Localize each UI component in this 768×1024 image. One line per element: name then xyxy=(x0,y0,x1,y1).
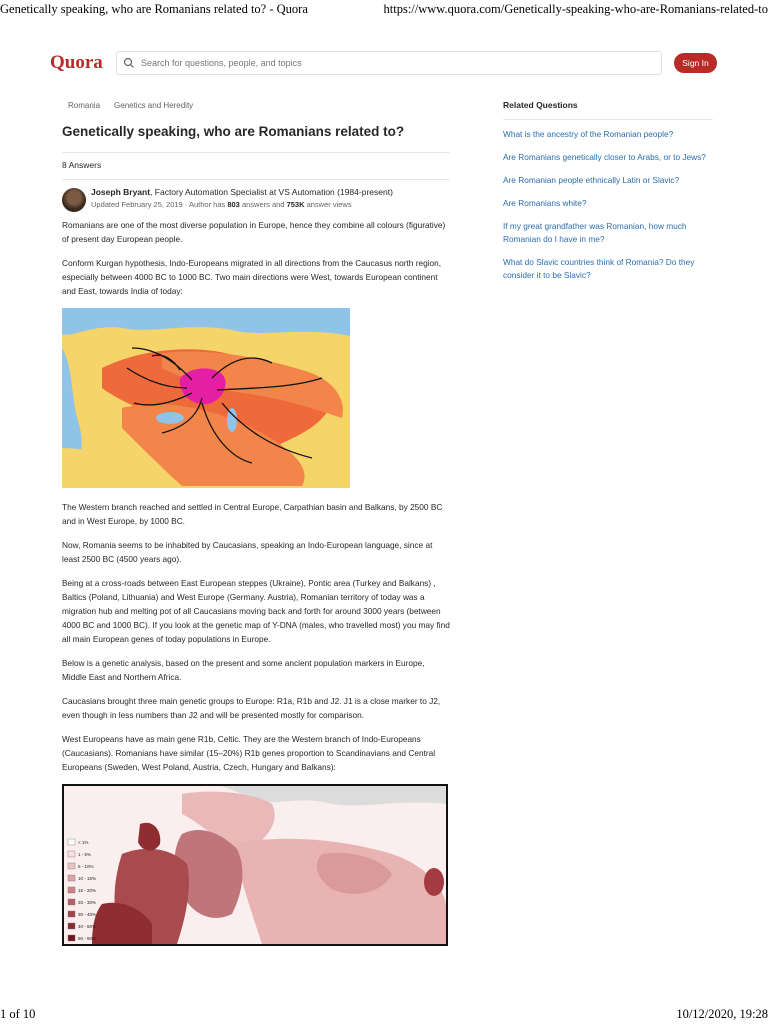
answer-paragraph: The Western branch reached and settled in Central Europe, Carpathian basin and Balkans, by 2500 BC and in West Europe, by 1000 BC. xyxy=(62,502,443,526)
related-question-link[interactable]: What do Slavic countries think of Romania? Do they consider it to be Slavic? xyxy=(503,257,695,280)
answer-paragraph: Caucasians brought three main genetic groups to Europe: R1a, R1b and J2. J1 is a close marker to J2, even though in less numbers than J2 and will be presented mostly for comparison. xyxy=(62,696,441,720)
top-bar xyxy=(0,44,768,84)
print-page-title: Genetically speaking, who are Romanians related to? - Quora xyxy=(0,2,308,16)
related-question-link[interactable]: Are Romanians white? xyxy=(503,198,587,208)
answer-meta-date: Updated February 25, 2019 · Author has xyxy=(91,200,228,209)
divider xyxy=(62,179,450,180)
related-question-link[interactable]: If my great grandfather was Romanian, how much Romanian do I have in me? xyxy=(503,221,687,244)
migration-map-image xyxy=(62,308,350,488)
answer-paragraph: West Europeans have as main gene R1b, Celtic. They are the Western branch of Indo-Europeans (Caucasians). Romanians have similar (15–20%) R1b genes proportion to Scandinavians and Central Europeans (Sweden, West Poland, Austria, Czech, Hungary and Balkans): xyxy=(62,734,436,772)
divider xyxy=(503,119,713,120)
divider xyxy=(62,152,450,153)
haplogroup-map-image xyxy=(62,784,448,946)
answer-meta xyxy=(91,200,352,209)
answer-paragraph: Romanians are one of the most diverse population in Europe, hence they combine all colours (figurative) of present day European people. xyxy=(62,220,446,244)
topic-tags xyxy=(62,96,450,117)
legend-label: 1 - 5% xyxy=(78,852,92,857)
related-question-link[interactable]: Are Romanians genetically closer to Arabs, or to Jews? xyxy=(503,152,706,162)
author-avatar[interactable] xyxy=(62,188,86,212)
related-question-link[interactable]: Are Romanian people ethnically Latin or Slavic? xyxy=(503,175,680,185)
sign-in-button[interactable]: Sign In xyxy=(674,53,717,73)
search-box[interactable] xyxy=(116,51,662,75)
legend-label: 15 - 20% xyxy=(78,888,97,893)
answer-views-value: 753K xyxy=(286,200,305,209)
print-page-url: https://www.quora.com/Genetically-speaking-who-are-Romanians-related-to xyxy=(383,2,768,16)
answer-meta-text: answer views xyxy=(304,200,352,209)
main-content xyxy=(62,96,450,946)
answer-paragraph: Being at a cross-roads between East European steppes (Ukraine), Pontic area (Turkey and Balkans) , Baltics (Poland, Lithuania) and West Europe (Germany. Austria), Romanian territory of today was a migration hub and melting pot of all Caucasians moving back and forth for around 3000 years (between 4000 BC and 1000 BC). If you look at the genetic map of Y-DNA (males, who travelled most) you may find all main European genes of today populations in Europe. xyxy=(62,578,450,644)
question-title[interactable]: Genetically speaking, who are Romanians related to? xyxy=(62,124,405,139)
print-footer xyxy=(0,1006,768,1024)
legend-label: 10 - 15% xyxy=(78,876,97,881)
related-question-link[interactable]: What is the ancestry of the Romanian people? xyxy=(503,129,674,139)
answer-paragraph: Below is a genetic analysis, based on the present and some ancient population markers in Europe, Middle East and Northern Africa. xyxy=(62,658,425,682)
print-datetime: 10/12/2020, 19:28 xyxy=(676,1007,768,1021)
topic-tag-genetics[interactable]: Genetics and Heredity xyxy=(114,101,194,110)
related-questions xyxy=(503,100,713,292)
author-name[interactable]: Joseph Bryant xyxy=(91,187,151,197)
topic-tag-romania[interactable]: Romania xyxy=(68,101,101,110)
legend-label: 40 - 50% xyxy=(78,924,97,929)
answers-count: 8 Answers xyxy=(62,160,102,170)
answer-author xyxy=(62,188,450,218)
search-icon xyxy=(123,57,135,69)
answer-paragraph: Now, Romania seems to be inhabited by Caucasians, speaking an Indo-European language, since at least 2500 BC (4500 years ago). xyxy=(62,540,433,564)
author-credential: , Factory Automation Specialist at VS Automation (1984-present) xyxy=(150,187,393,197)
print-header xyxy=(0,0,768,18)
legend-label: 30 - 40% xyxy=(78,912,97,917)
search-input[interactable] xyxy=(139,57,643,69)
quora-logo[interactable]: Quora xyxy=(50,52,103,73)
author-line xyxy=(91,187,393,197)
legend-label: < 1% xyxy=(78,840,89,845)
legend-label: 20 - 30% xyxy=(78,900,97,905)
answer-paragraph: Conform Kurgan hypothesis, Indo-Europeans migrated in all directions from the Caucasus north region, especially between 4000 BC to 1000 BC. Two main directions were West, towards European continent and East, towards India of today: xyxy=(62,258,442,296)
answer-count-value: 803 xyxy=(227,200,240,209)
legend-label: 5 - 10% xyxy=(78,864,94,869)
print-page-number: 1 of 10 xyxy=(0,1007,36,1021)
legend-label: 50 - 60% xyxy=(78,936,97,941)
answer-meta-text: answers and xyxy=(239,200,287,209)
related-questions-heading: Related Questions xyxy=(503,100,578,110)
